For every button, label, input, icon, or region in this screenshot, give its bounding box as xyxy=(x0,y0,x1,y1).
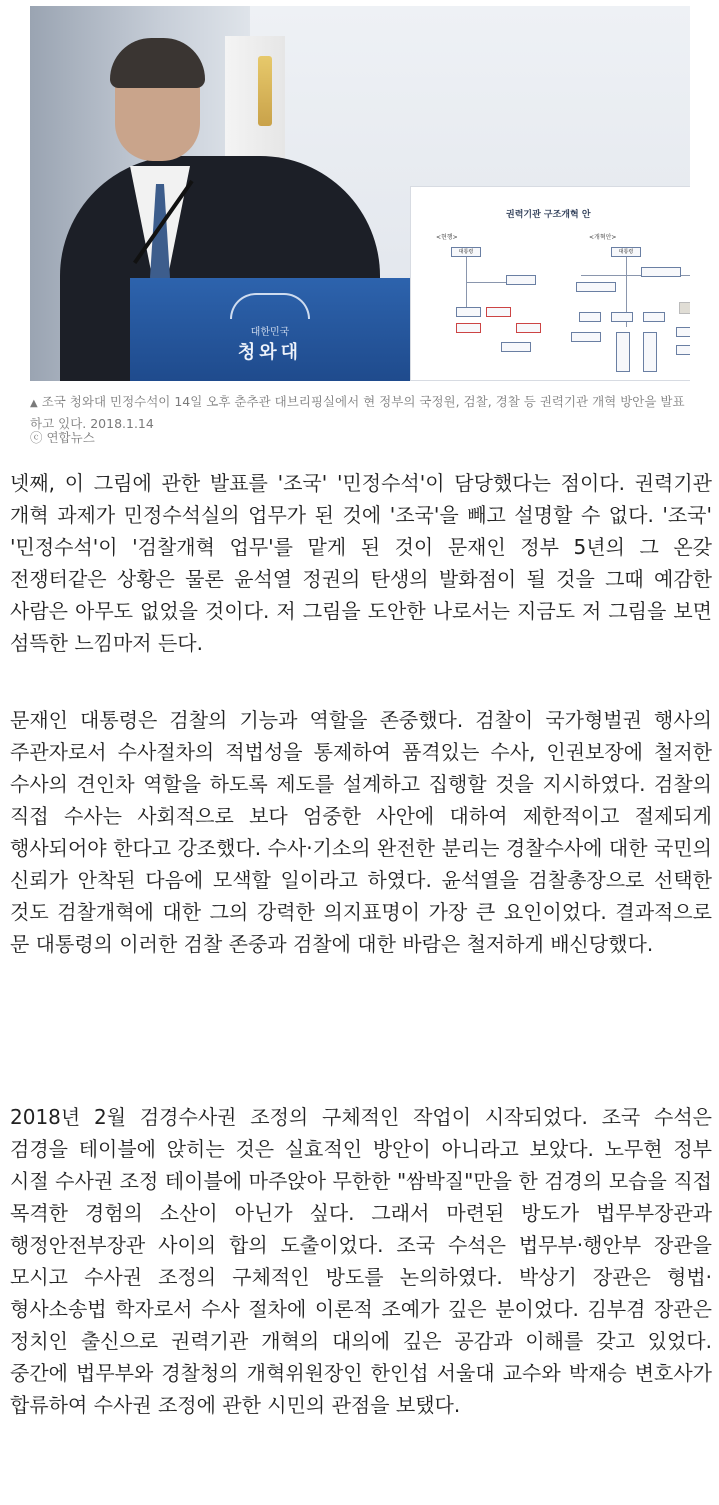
presentation-board xyxy=(410,186,690,381)
photo-caption xyxy=(30,392,690,434)
board-box xyxy=(579,312,601,322)
podium-small-text: 대한민국 xyxy=(250,327,290,338)
board-box xyxy=(576,282,616,292)
board-box xyxy=(643,332,657,372)
board-box xyxy=(456,323,481,333)
caption-text: 조국 청와대 민정수석이 14일 오후 춘추관 대브리핑실에서 현 정부의 국정원, 검찰, 경찰 등 권력기관 개혁 방안을 발표 하고 있다. 2018.1.14 xyxy=(30,394,685,431)
board-box xyxy=(676,345,690,355)
paragraph-3: 2018년 2월 검경수사권 조정의 구체적인 작업이 시작되었다. 조국 수석은 검경을 테이블에 앉히는 것은 실효적인 방안이 아니라고 보았다. 노무현 정부 시절 수사권 조정 테이블에 마주앉아 무한한 "쌈박질"만을 한 검경의 모습을 직접 목격한 경험의 소산이 아닌가 싶다. 그래서 마련된 방도가 법무부장관과 행정안전부장관 사이의 합의 도출이었다. 조국 수석은 법무부·행안부 장관을 모시고 수사권 조정의 구체적인 방도를 논의하였다. 박상기 장관은 형법·형사소송법 학자로서 수사 절차에 이론적 조예가 깊은 분이었다. 김부겸 장관은 정치인 출신으로 권력기관 개혁의 대의에 깊은 공감과 이해를 갖고 있었다. 중간에 법무부와 경찰청의 개혁위원장인 한인섭 서울대 교수와 박재승 변호사가 합류하여 수사권 조정에 관한 시민의 관점을 보탰다. xyxy=(10,1105,712,1417)
podium-text: 청와대 xyxy=(237,342,303,363)
photo-credit: ⓒ 연합뉴스 xyxy=(30,430,95,445)
paragraph-2: 문재인 대통령은 검찰의 기능과 역할을 존중했다. 검찰이 국가형벌권 행사의 주관자로서 수사절차의 적법성을 통제하여 품격있는 수사, 인권보장에 철저한 수사의 견인차 역할을 하도록 제도를 설계하고 집행할 것을 지시하였다. 검찰의 직접 수사는 사회적으로 보다 엄중한 사안에 대하여 제한적이고 절제되게 행사되어야 한다고 강조했다. 수사·기소의 완전한 분리는 경찰수사에 대한 국민의 신뢰가 안착된 다음에 모색할 일이라고 하였다. 윤석열을 검찰총장으로 선택한 것도 검찰개혁에 대한 그의 강력한 의지표명이 가장 큰 요인이었다. 결과적으로 문 대통령의 이러한 검찰 존중과 검찰에 대한 바람은 철저하게 배신당했다. xyxy=(10,708,712,956)
board-box xyxy=(486,307,511,317)
board-right-heading: <개혁안> xyxy=(589,234,617,241)
board-box xyxy=(611,312,633,322)
board-box xyxy=(676,327,690,337)
board-box xyxy=(616,332,630,372)
board-box xyxy=(571,332,601,342)
board-right-top-label: 대통령 xyxy=(618,249,634,255)
board-box xyxy=(643,312,665,322)
board-line xyxy=(466,257,467,312)
board-right-top-box xyxy=(611,247,641,257)
podium-emblem xyxy=(210,291,330,366)
board-box xyxy=(501,342,531,352)
board-left-top-label: 대통령 xyxy=(458,249,474,255)
board-box xyxy=(641,267,681,277)
board-left-top-box xyxy=(451,247,481,257)
paragraph-1: 넷째, 이 그림에 관한 발표를 '조국' '민정수석'이 담당했다는 점이다. 권력기관 개혁 과제가 민정수석실의 업무가 된 것에 '조국'을 빼고 설명할 수 없다. '조국' '민정수석'이 '검찰개혁 업무'를 맡게 된 것이 문재인 정부 5년의 그 온갖 전쟁터같은 상황은 물론 윤석열 정권의 탄생의 발화점이 될 것을 그때 예감한 사람은 아무도 없었을 것이다. 저 그림을 도안한 나로서는 지금도 저 그림을 보면 섬뜩한 느낌마저 든다. xyxy=(10,471,712,655)
blue-house-logo-icon xyxy=(230,293,310,319)
board-title: 권력기관 구조개혁 안 xyxy=(506,210,591,220)
flag-tassel xyxy=(258,56,272,126)
board-box xyxy=(516,323,541,333)
board-left-heading: <현행> xyxy=(436,234,458,241)
board-box xyxy=(456,307,481,317)
board-box xyxy=(506,275,536,285)
press-photo xyxy=(30,6,690,381)
board-box xyxy=(679,302,690,314)
caption-triangle-icon: ▲ xyxy=(30,398,38,409)
